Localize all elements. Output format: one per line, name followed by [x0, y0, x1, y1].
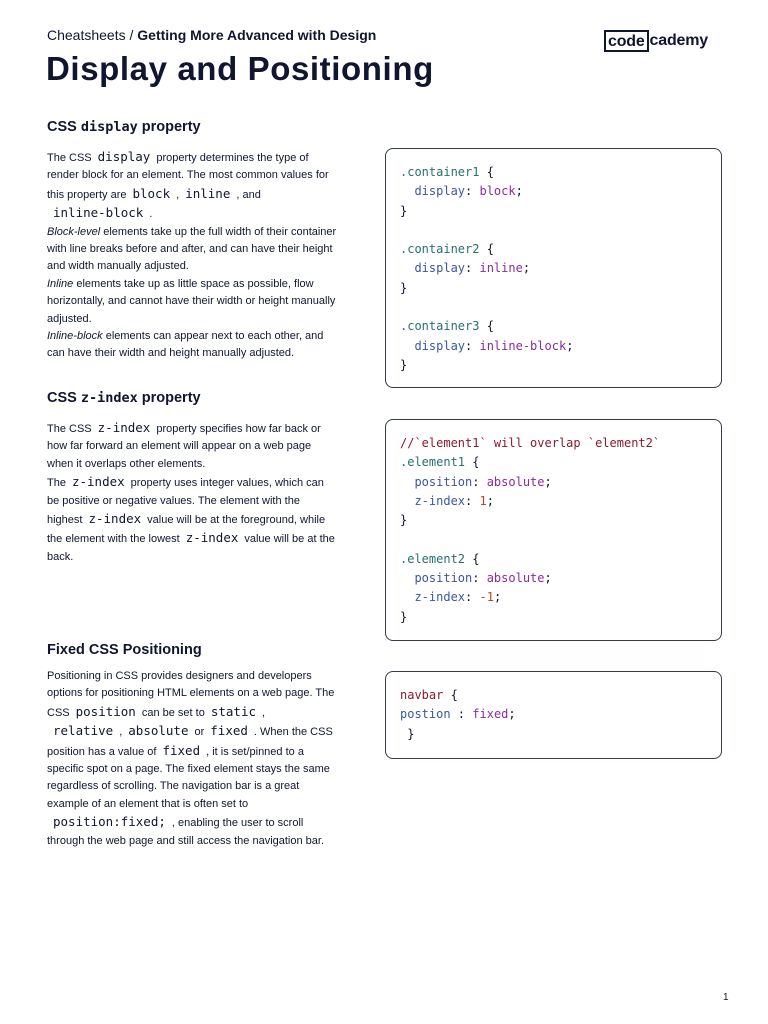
text: value will be at the foreground, while the element with the lowest [47, 514, 326, 546]
code-value: absolute [486, 571, 545, 586]
code-comment: //`element1` will overlap `element2` [400, 436, 661, 450]
code-property: position [414, 571, 473, 586]
code-brace: } [400, 280, 408, 295]
logo-cademy-text: cademy [649, 32, 708, 49]
emphasis: Inline [47, 277, 74, 290]
code-property: position [414, 474, 473, 489]
code-brace: { [443, 688, 458, 702]
code-brace: } [400, 357, 408, 372]
codecademy-logo[interactable] [604, 30, 708, 52]
text: value will be at the back. [47, 533, 335, 563]
section-title-prefix: CSS [47, 119, 81, 135]
inline-code: relative [53, 723, 114, 739]
code-selector: .element1 [400, 455, 466, 470]
code-brace: } [400, 203, 408, 218]
breadcrumb-separator: / [125, 27, 138, 43]
code-value: fixed [472, 707, 509, 722]
code-number: 1 [479, 493, 487, 508]
code-property: display [414, 184, 466, 199]
inline-code: block [132, 185, 171, 201]
fixed-description [47, 668, 337, 850]
display-paragraph-1 [47, 148, 337, 224]
text: . [149, 208, 153, 221]
code-brace: { [479, 165, 494, 179]
inline-code: display [97, 149, 151, 164]
z-index-code-block: //`element1` will overlap `element2` .element1 { position: absolute; z-index: 1; } .element2 { position: absolute; z-index: -1; } [385, 419, 722, 641]
display-paragraph-4 [47, 328, 337, 363]
code-property: display [414, 338, 466, 353]
section-title-suffix: property [137, 119, 201, 135]
z-index-paragraph-1 [47, 419, 337, 473]
text: can be set to [141, 706, 205, 719]
code-selector: .container1 [400, 165, 480, 179]
code-property: z-index [414, 590, 466, 605]
section-title-display [47, 119, 201, 135]
inline-code: static [210, 703, 256, 719]
code-property: postion [400, 707, 451, 722]
code-selector: navbar [400, 688, 444, 702]
code-property: z-index [414, 493, 466, 508]
code-value: absolute [486, 474, 545, 489]
emphasis: Inline-block [47, 330, 103, 343]
fixed-paragraph-1 [47, 668, 337, 850]
text: , enabling the user to scroll through the web page and still access the navigation bar. [47, 817, 325, 847]
code-value: block [479, 184, 516, 199]
code-brace: { [465, 551, 480, 566]
code-brace: { [479, 242, 494, 257]
display-paragraph-3 [47, 276, 337, 328]
code-value: inline-block [479, 338, 567, 353]
code-value: inline [479, 261, 523, 276]
text: , and [236, 188, 261, 201]
emphasis: Block-level [47, 225, 101, 238]
text: . When the CSS position has a value of [47, 726, 333, 758]
section-title-z-index [47, 390, 201, 406]
text: , [119, 726, 123, 739]
section-title-code: display [80, 119, 138, 135]
inline-code: absolute [128, 723, 189, 739]
code-number: -1 [479, 590, 494, 605]
text: property specifies how far back or how far forward an element will appear on a web page when it overlaps other elements. [47, 423, 321, 470]
code-brace: { [479, 319, 494, 334]
code-brace: } [400, 513, 408, 528]
display-description [47, 148, 337, 363]
inline-code: position [75, 703, 136, 719]
logo-code-box: code [604, 30, 649, 52]
page-title: Display and Positioning [46, 50, 434, 87]
inline-code: z-index [88, 511, 142, 527]
section-title-prefix: CSS [47, 390, 81, 406]
code-selector: .container3 [400, 319, 480, 334]
z-index-paragraph-2 [47, 473, 337, 566]
page-number: 1 [723, 992, 729, 1003]
section-title-suffix: property [137, 390, 201, 406]
inline-code: fixed [210, 723, 248, 739]
text: , [262, 706, 266, 719]
text: The CSS [47, 423, 92, 435]
code-brace: { [465, 455, 480, 470]
breadcrumb-current: Getting More Advanced with Design [137, 27, 377, 43]
inline-code: inline-block [53, 205, 144, 221]
inline-code: z-index [97, 420, 151, 435]
inline-code: position:fixed; [53, 814, 166, 830]
breadcrumb [47, 27, 376, 43]
breadcrumb-root-link[interactable]: Cheatsheets [47, 27, 126, 43]
text: or [194, 726, 205, 739]
z-index-description [47, 419, 337, 566]
text: The [47, 477, 66, 490]
text: Positioning in CSS provides designers and developers options for positioning HTML elements on a web page. The CSS [47, 670, 335, 719]
code-brace: } [400, 609, 408, 624]
section-title-code: z-index [80, 390, 138, 406]
code-selector: .element2 [400, 551, 466, 566]
code-selector: .container2 [400, 242, 480, 257]
code-brace: } [400, 726, 415, 741]
inline-code: z-index [71, 474, 125, 490]
inline-code: inline [185, 185, 231, 201]
text: The CSS [47, 152, 92, 164]
section-title-fixed: Fixed CSS Positioning [47, 642, 202, 658]
text: elements take up as little space as possible, flow horizontally, and cannot have their width or height manually adjusted. [47, 277, 336, 325]
text: elements take up the full width of their container with line breaks before and after, and can have their height and width manually adjusted. [47, 225, 337, 273]
text: property uses integer values, which can be positive or negative values. The element with the highest [47, 477, 324, 527]
text: , [176, 188, 180, 201]
inline-code: z-index [185, 530, 239, 546]
text: elements can appear next to each other, and can have their width and height manually adjusted. [47, 330, 324, 360]
display-paragraph-2 [47, 224, 337, 276]
code-separator: : [450, 707, 473, 722]
text: , it is set/pinned to a specific spot on a page. The fixed element stays the same regardless of scrolling. The navigation bar is a great example of an element that is often set to [47, 745, 330, 810]
code-property: display [414, 261, 466, 276]
display-code-block: .container1 { display: block; } .container2 { display: inline; } .container3 { display: inline-block; } [385, 148, 722, 388]
text: property determines the type of render block for an element. The most common values for this property are [47, 152, 329, 201]
fixed-code-block: navbar { postion : fixed; } [385, 671, 722, 759]
inline-code: fixed [162, 742, 201, 758]
